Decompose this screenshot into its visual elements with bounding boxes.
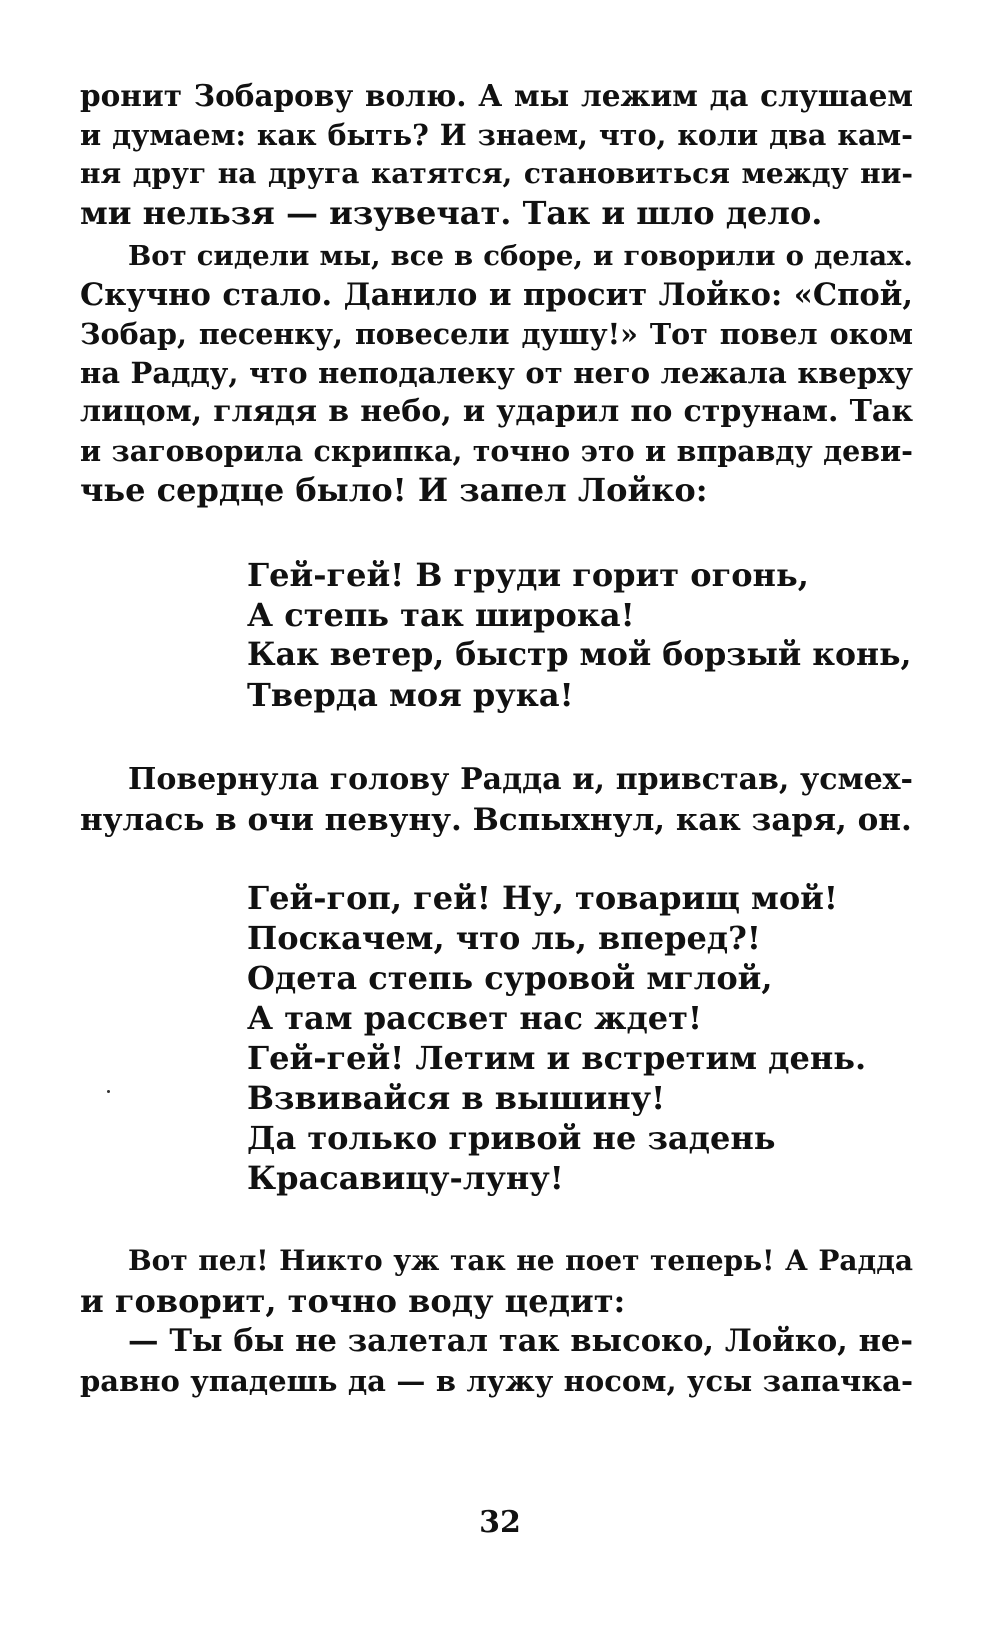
verse-line: Поскачем, что ль, вперед?! (247, 919, 761, 957)
text-line: ня друг на друга катятся, становиться между ни- (80, 157, 913, 190)
text-line: и заговорила скрипка, точно это и вправду деви- (80, 434, 913, 468)
text-line: лицом, глядя в небо, и ударил по струнам. Так (80, 394, 913, 429)
text-line: ронит Зобарову волю. А мы лежим да слушаем (80, 78, 913, 113)
text-line: и думаем: как быть? И знаем, что, коли два кам- (80, 118, 913, 152)
verse-line: А там рассвет нас ждет! (247, 999, 702, 1037)
text-line: ми нельзя — изувечат. Так и шло дело. (80, 194, 823, 232)
text-line: Вот пел! Никто уж так не поет теперь! А Радда (128, 1244, 913, 1277)
print-speck (107, 1090, 110, 1093)
text-line: равно упадешь да — в лужу носом, усы запачка- (80, 1364, 913, 1398)
text-line: на Радду, что неподалеку от него лежала кверху (80, 356, 913, 390)
verse-line: Одета степь суровой мглой, (247, 959, 773, 997)
text-line: и говорит, точно воду цедит: (80, 1282, 626, 1320)
verse-line: Гей-гей! В груди горит огонь, (247, 556, 809, 594)
verse-line: А степь так широка! (247, 596, 635, 634)
verse-line: Да только гривой не задень (247, 1119, 776, 1157)
verse-line: Красавицу-луну! (247, 1159, 564, 1197)
text-line: — Ты бы не залетал так высоко, Лойко, не- (128, 1323, 913, 1359)
text-line: нулась в очи певуну. Вспыхнул, как заря, он. (80, 802, 912, 838)
text-line: Повернула голову Радда и, привстав, усмех- (128, 762, 913, 797)
text-line: Зобар, песенку, повесели душу!» Тот повел оком (80, 317, 913, 351)
page-number: 32 (479, 1505, 521, 1540)
verse-line: Гей-гей! Летим и встретим день. (247, 1039, 867, 1077)
verse-line: Гей-гоп, гей! Ну, товарищ мой! (247, 879, 838, 917)
text-line: Вот сидели мы, все в сборе, и говорили о делах. (128, 240, 913, 272)
verse-line: Тверда моя рука! (247, 676, 574, 714)
text-line: Скучно стало. Данило и просит Лойко: «Спой, (80, 277, 913, 313)
verse-line: Как ветер, быстр мой борзый конь, (247, 636, 912, 673)
verse-line: Взвивайся в вышину! (247, 1079, 666, 1117)
text-line: чье сердце было! И запел Лойко: (80, 471, 708, 509)
